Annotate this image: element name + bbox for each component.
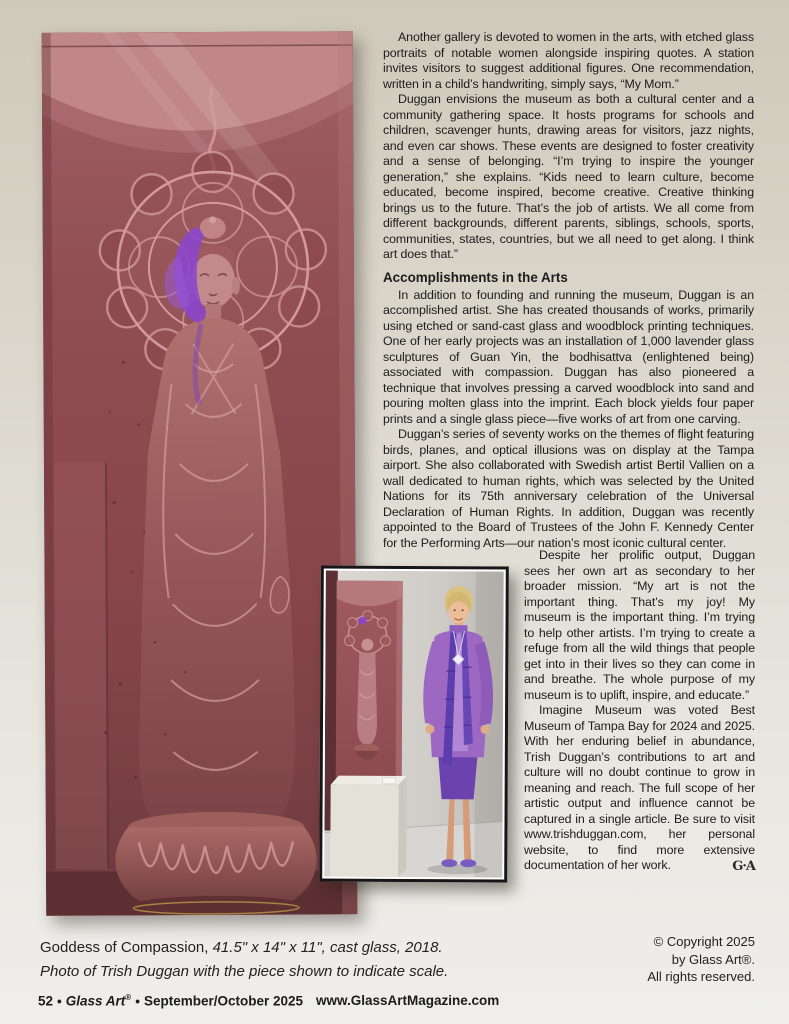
footer-separator: • [57, 993, 62, 1009]
goddess-statue-illustration [42, 31, 358, 916]
artwork-title: Goddess of Compassion, [40, 939, 209, 956]
article-column-narrow [524, 548, 755, 874]
closing-text: Imagine Museum was voted Best Museum of Tampa Bay for 2024 and 2025. With her enduring belief in abundance, Trish Duggan’s contributions to art and culture will no doubt continue to grow in meaning and reach. The full scope of her artistic output and influence cannot be captured in a single article. Be sure to visit www.trishduggan.com, her personal website, to find more extensive documentation of her work. [524, 703, 755, 872]
section-heading: Accomplishments in the Arts [383, 269, 568, 285]
copyright-line2: by Glass Art®. [671, 951, 755, 967]
issue-date: September/October 2025 [143, 993, 304, 1009]
image-caption [40, 936, 510, 983]
glass-art-end-mark-icon: G·A [732, 858, 755, 874]
copyright-line3: All rights reserved. [647, 969, 755, 984]
paragraph-closing [524, 703, 755, 874]
caption-line1 [40, 936, 510, 960]
article-column-main [383, 30, 754, 551]
goddess-statue-photo [42, 31, 358, 916]
page-number: 52 [38, 993, 54, 1009]
paragraph-collaborations: Duggan’s series of seventy works on the themes of flight featuring birds, planes, and optical illusions was on display at the Tampa airport. She also collaborated with Swedish artist Bertil Vallien on a wall dedicated to human rights, which was selected by the United Nations for its 75th anniversary celebration of the Universal Declaration of Human Rights. In addition, Duggan was recently appointed to the Board of Trustees of the John F. Kennedy Center for the Performing Arts—our nation’s most iconic cultural center. [383, 427, 754, 550]
paragraph-museum-vision: Duggan envisions the museum as both a cultural center and a community gathering space. It hosts programs for schools and children, scavenger hunts, drawing areas for visitors, jazz nights, and even car shows. These events are designed to foster creativity and a sense of belonging. “I’m trying to inspire the younger generation,” she explains. “Kids need to learn culture, become educated, become inspired, become creative. Creative thinking brings us to the future. That’s the job of artists. We all come from different backgrounds, different parents, siblings, schools, sports, communities, states, countries, but we all need to get along. I think art does that.” [383, 92, 754, 261]
footer-separator: • [135, 993, 140, 1009]
caption-line2: Photo of Trish Duggan with the piece shown to indicate scale. [40, 962, 449, 980]
trish-duggan-illustration [324, 571, 504, 878]
registered-mark: ® [125, 993, 132, 1002]
copyright-block [500, 933, 755, 986]
paragraph-gallery-women: Another gallery is devoted to women in the arts, with etched glass portraits of notable women alongside inspiring quotes. A station invites visitors to suggest additional figures. One recommendation, written in a child’s handwriting, simply says, “My Mom.” [383, 30, 754, 91]
pedestal [330, 776, 407, 877]
trish-duggan-photo [319, 566, 509, 883]
paragraph-artist-works: In addition to founding and running the museum, Duggan is an accomplished artist. She has created thousands of works, primarily using etched or sand-cast glass and woodblock printing techniques. One of her early projects was an installation of 1,000 lavender glass sculptures of Guan Yin, the bodhisattva (enlightened being) associated with compassion. Duggan has also pioneered a technique that involves pressing a carved woodblock into sand and pouring molten glass into the imprint. Each block yields four paper prints and a single glass piece—five works of art from one carving. [383, 287, 754, 426]
magazine-website: www.GlassArtMagazine.com [316, 993, 500, 1008]
paragraph-mission-quote: Despite her prolific output, Duggan sees her own art as secondary to her broader mission. “My art is not the important thing. That’s my joy! My museum is the important thing. I’m trying to help other artists. I’m trying to create a refuge from all the wild things that people get into in their lives so they can come in and breathe. The whole purpose of my museum is to uplift, inspire, and educate.” [524, 548, 755, 702]
lotus-base [115, 811, 317, 914]
artwork-details: 41.5" x 14" x 11", cast glass, 2018. [208, 939, 443, 956]
copyright-line1: © Copyright 2025 [653, 934, 755, 949]
cast-glass-slab [336, 581, 403, 785]
footer-issue-info [38, 993, 303, 1009]
magazine-name: Glass Art [65, 993, 126, 1009]
